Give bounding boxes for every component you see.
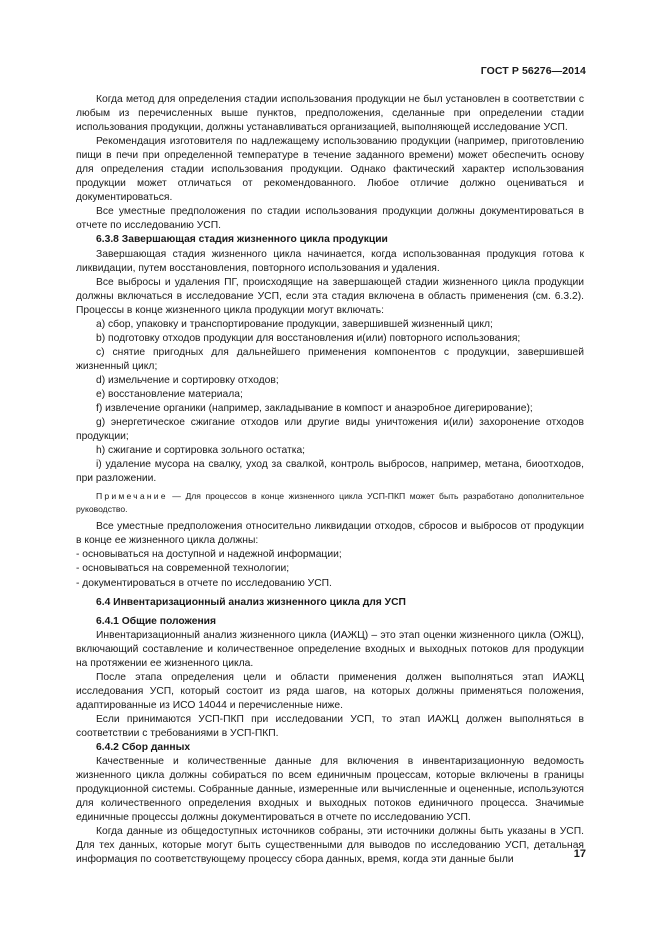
note xyxy=(76,490,584,515)
body-text xyxy=(76,93,584,867)
section-heading-6-4: 6.4 Инвентаризационный анализ жизненного цикла для УСП xyxy=(96,596,406,608)
list-item: b) подготовку отходов продукции для восстановления и(или) повторного использования; xyxy=(96,332,521,344)
list-item: g) энергетическое сжигание отходов или другие виды уничтожения и(или) захоронение отходов продукции; xyxy=(76,417,584,443)
dash-item: - основываться на современной технологии; xyxy=(76,563,290,575)
list-item: i) удаление мусора на свалку, уход за свалкой, контроль выбросов, например, метана, биоотходов, при разложении. xyxy=(76,459,584,485)
list-item: f) извлечение органики (например, закладывание в компост и анаэробное дигерирование); xyxy=(96,403,533,415)
list-item: e) восстановление материала; xyxy=(96,388,243,400)
paragraph: Все выбросы и удаления ПГ, происходящие на завершающей стадии жизненного цикла продукции должны включаться в исследование УСП, если эта стадия включена в область применения (см. 6.3.2). Процессы в конце жизненного цикла продукции могут включать: xyxy=(76,276,584,316)
page-number: 17 xyxy=(573,848,586,860)
paragraph: Качественные и количественные данные для включения в инвентаризационную ведомость жизненного цикла должны собираться по всем единичным процессам, которые включены в границы продукционной системы. Собранные данные, измеренные или вычисленные и оцененные, используются для количественного определения входных и выходных потоков единичного процесса. Значимые единичные процессы должны документироваться в отчете по исследованию УСП. xyxy=(76,756,584,824)
list-item: c) снятие пригодных для дальнейшего применения компонентов с продукции, завершившей жизненный цикл; xyxy=(76,346,584,372)
note-text: — Для процессов в конце жизненного цикла УСП-ПКП может быть разработано дополнительное руководство. xyxy=(76,491,584,514)
note-label: Примечание xyxy=(96,491,168,502)
list-item: h) сжигание и сортировка зольного остатка; xyxy=(96,445,306,457)
paragraph: Завершающая стадия жизненного цикла начинается, когда использованная продукция готова к ликвидации, путем восстановления, повторного использования и удаления. xyxy=(76,248,584,274)
dash-item: - основываться на доступной и надежной информации; xyxy=(76,549,342,561)
paragraph: Инвентаризационный анализ жизненного цикла (ИАЖЦ) – это этап оценки жизненного цикла (ОЖЦ), включающий составление и количественное определение входных и выходных потоков для продукции на протяжении ее жизненного цикла. xyxy=(76,629,584,669)
list-item: d) измельчение и сортировку отходов; xyxy=(96,374,279,386)
dash-item: - документироваться в отчете по исследованию УСП. xyxy=(76,577,332,589)
section-heading-6-4-1: 6.4.1 Общие положения xyxy=(96,615,216,627)
paragraph: Все уместные предположения относительно ликвидации отходов, сбросов и выбросов от продукции в конце ее жизненного цикла должны: xyxy=(76,521,584,547)
section-heading-6-4-2: 6.4.2 Сбор данных xyxy=(96,742,191,754)
paragraph: Если принимаются УСП-ПКП при исследовании УСП, то этап ИАЖЦ должен выполняться в соответствии с требованиями в УСП-ПКП. xyxy=(76,713,584,739)
list-item: a) сбор, упаковку и транспортирование продукции, завершившей жизненный цикл; xyxy=(96,318,493,330)
section-heading-6-3-8: 6.3.8 Завершающая стадия жизненного цикла продукции xyxy=(96,234,388,246)
paragraph: Рекомендация изготовителя по надлежащему использованию продукции (например, приготовлению пищи в печи при определенной температуре в течение заданного времени) может обеспечить основу для определения стадии использования продукции. Однако фактический характер использования продукции может отличаться от рекомендованного. Любое отличие должно оцениваться и документироваться. xyxy=(76,136,584,204)
document-id-header: ГОСТ Р 56276—2014 xyxy=(480,65,586,77)
paragraph: Когда метод для определения стадии использования продукции не был установлен в соответствии с любым из перечисленных выше пунктов, предположения, сделанные при определении стадии использования продукции, должны устанавливаться организацией, выполняющей исследование УСП. xyxy=(76,94,584,134)
paragraph: После этапа определения цели и области применения должен выполняться этап ИАЖЦ исследования УСП, который состоит из ряда шагов, на которых должны применяться положения, адаптированные из ИСО 14044 и перечисленные ниже. xyxy=(76,671,584,711)
paragraph: Когда данные из общедоступных источников собраны, эти источники должны быть указаны в УСП. Для тех данных, которые могут быть существенными для выводов по исследованию УСП, детальная информация по соответствующему процессу сбора данных, время, когда эти данные были xyxy=(76,826,584,866)
paragraph: Все уместные предположения по стадии использования продукции должны документироваться в отчете по исследованию УСП. xyxy=(76,206,584,232)
